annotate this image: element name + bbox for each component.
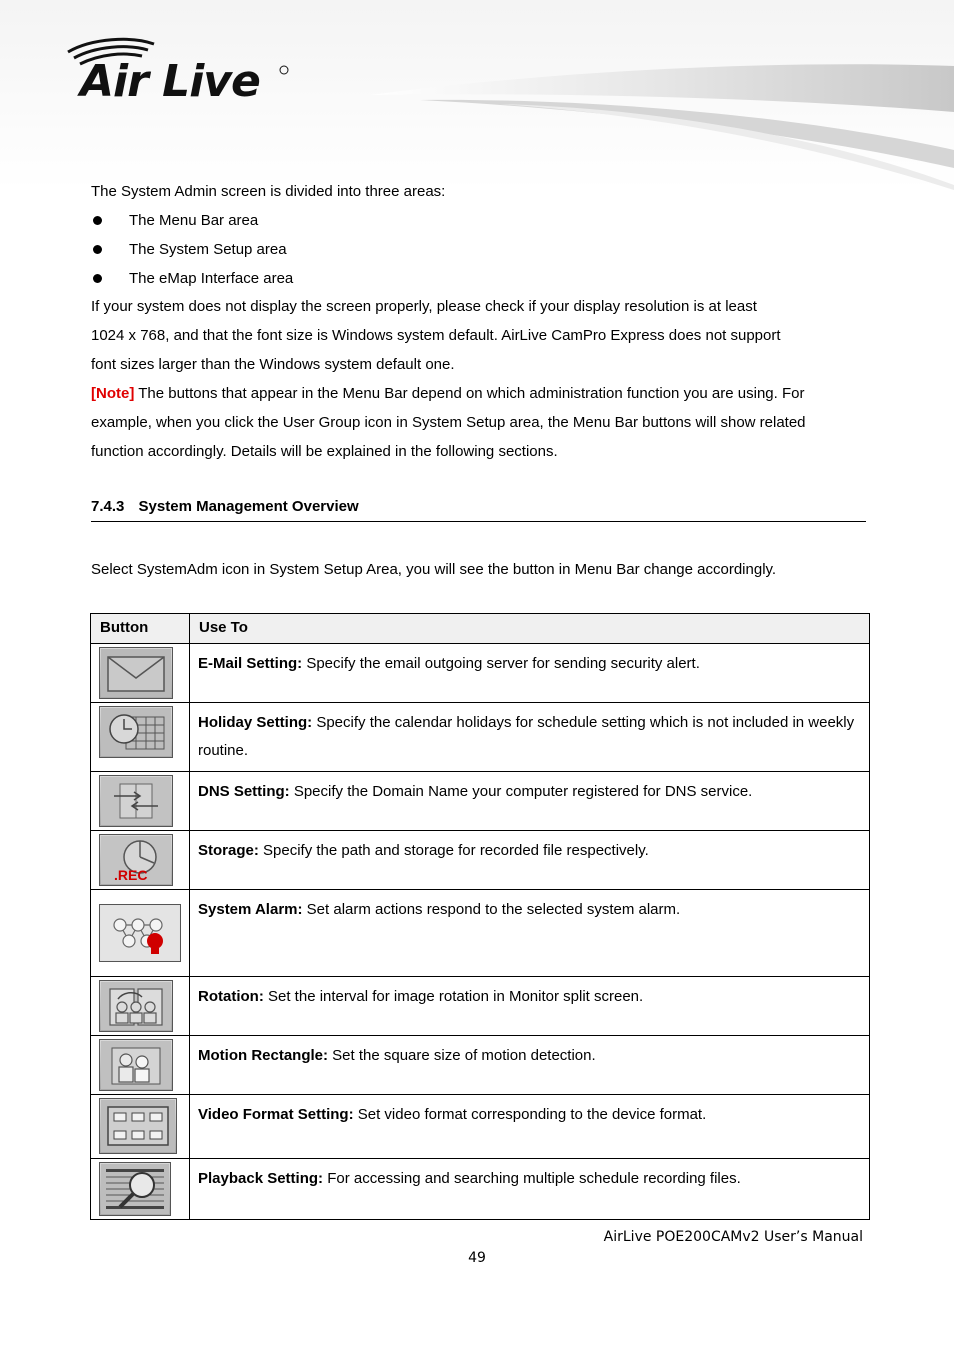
table-cell-desc xyxy=(190,1036,870,1095)
table-row xyxy=(91,890,870,977)
paragraph-line: 1024 x 768, and that the font size is Windows system default. AirLive CamPro Express does not support xyxy=(91,327,781,344)
table-header-row xyxy=(91,614,870,644)
setting-name: Holiday Setting: xyxy=(198,714,313,731)
table-row xyxy=(91,977,870,1036)
table-cell-desc xyxy=(190,703,870,772)
table-cell-desc xyxy=(190,890,870,977)
table-cell-icon xyxy=(91,1095,190,1159)
setting-name: Video Format Setting: xyxy=(198,1106,354,1123)
dns-arrows-icon[interactable] xyxy=(99,775,173,827)
setting-desc: Set the interval for image rotation in Monitor split screen. xyxy=(263,988,644,1005)
note-line: example, when you click the User Group icon in System Setup area, the Menu Bar buttons will show related xyxy=(91,414,806,431)
button-table xyxy=(90,613,870,1220)
table-row xyxy=(91,772,870,831)
page-header xyxy=(0,0,954,190)
rotation-icon[interactable] xyxy=(99,980,173,1032)
rec-label: .REC xyxy=(114,867,148,883)
table-row xyxy=(91,644,870,703)
paragraph-line: font sizes larger than the Windows system default one. xyxy=(91,356,455,373)
table-cell-icon xyxy=(91,772,190,831)
table-cell-icon xyxy=(91,831,190,890)
column-header-use-to: Use To xyxy=(190,614,870,644)
table-cell-icon xyxy=(91,890,190,977)
table-cell-icon xyxy=(91,703,190,772)
note-line: function accordingly. Details will be explained in the following sections. xyxy=(91,443,558,460)
column-header-button: Button xyxy=(91,614,190,644)
table-cell-icon xyxy=(91,1159,190,1220)
setting-name: System Alarm: xyxy=(198,901,303,918)
note-text: The buttons that appear in the Menu Bar depend on which administration function you are using. For xyxy=(134,385,805,402)
bullet-text: The System Setup area xyxy=(129,241,287,258)
table-cell-desc xyxy=(190,772,870,831)
system-alarm-icon[interactable] xyxy=(99,904,181,962)
section-title: System Management Overview xyxy=(138,498,359,515)
bullet-dot-icon xyxy=(93,216,102,225)
section-heading xyxy=(91,498,866,522)
page-number: 49 xyxy=(468,1250,486,1266)
table-row xyxy=(91,1159,870,1220)
bullet-dot-icon xyxy=(93,245,102,254)
setting-desc: Specify the email outgoing server for sending security alert. xyxy=(302,655,700,672)
setting-desc: Set video format corresponding to the device format. xyxy=(353,1106,707,1123)
table-row xyxy=(91,1036,870,1095)
setting-desc: For accessing and searching multiple schedule recording files. xyxy=(323,1170,741,1187)
setting-name: Motion Rectangle: xyxy=(198,1047,328,1064)
footer-manual-title: AirLive POE200CAMv2 User’s Manual xyxy=(603,1229,863,1245)
motion-rectangle-icon[interactable] xyxy=(99,1039,173,1091)
playback-search-icon[interactable] xyxy=(99,1162,171,1216)
table-row xyxy=(91,703,870,772)
bullet-text: The Menu Bar area xyxy=(129,212,259,229)
bullet-text: The eMap Interface area xyxy=(129,270,294,287)
note-label: [Note] xyxy=(91,385,135,402)
setting-desc: Specify the calendar holidays for schedule setting which is not included in weekly routine. xyxy=(198,714,855,759)
intro-lead: The System Admin screen is divided into three areas: xyxy=(91,183,446,200)
setting-name: Rotation: xyxy=(198,988,264,1005)
select-instruction: Select SystemAdm icon in System Setup Area, you will see the button in Menu Bar change accordingly. xyxy=(91,561,777,578)
section-number: 7.4.3 xyxy=(91,498,125,515)
paragraph-line: If your system does not display the screen properly, please check if your display resolution is at least xyxy=(91,298,757,315)
setting-name: E-Mail Setting: xyxy=(198,655,303,672)
table-cell-desc xyxy=(190,831,870,890)
setting-desc: Set the square size of motion detection. xyxy=(328,1047,596,1064)
airlive-logo xyxy=(62,30,302,110)
setting-name: Storage: xyxy=(198,842,259,859)
bullet-dot-icon xyxy=(93,274,102,283)
logo-text: Air Live xyxy=(80,56,260,107)
setting-desc: Set alarm actions respond to the selected system alarm. xyxy=(302,901,681,918)
note-line xyxy=(91,379,804,408)
table-row xyxy=(91,1095,870,1159)
table-cell-icon xyxy=(91,1036,190,1095)
setting-name: Playback Setting: xyxy=(198,1170,324,1187)
table-cell-desc xyxy=(190,1159,870,1220)
table-cell-desc xyxy=(190,1095,870,1159)
video-format-icon[interactable] xyxy=(99,1098,177,1154)
table-cell-desc xyxy=(190,644,870,703)
table-cell-icon xyxy=(91,644,190,703)
rec-storage-icon[interactable] xyxy=(99,834,173,886)
table-cell-icon xyxy=(91,977,190,1036)
calendar-clock-icon[interactable] xyxy=(99,706,173,758)
table-row xyxy=(91,831,870,890)
table-cell-desc xyxy=(190,977,870,1036)
setting-name: DNS Setting: xyxy=(198,783,290,800)
envelope-icon[interactable] xyxy=(99,647,173,699)
setting-desc: Specify the path and storage for recorded file respectively. xyxy=(258,842,649,859)
setting-desc: Specify the Domain Name your computer registered for DNS service. xyxy=(289,783,753,800)
